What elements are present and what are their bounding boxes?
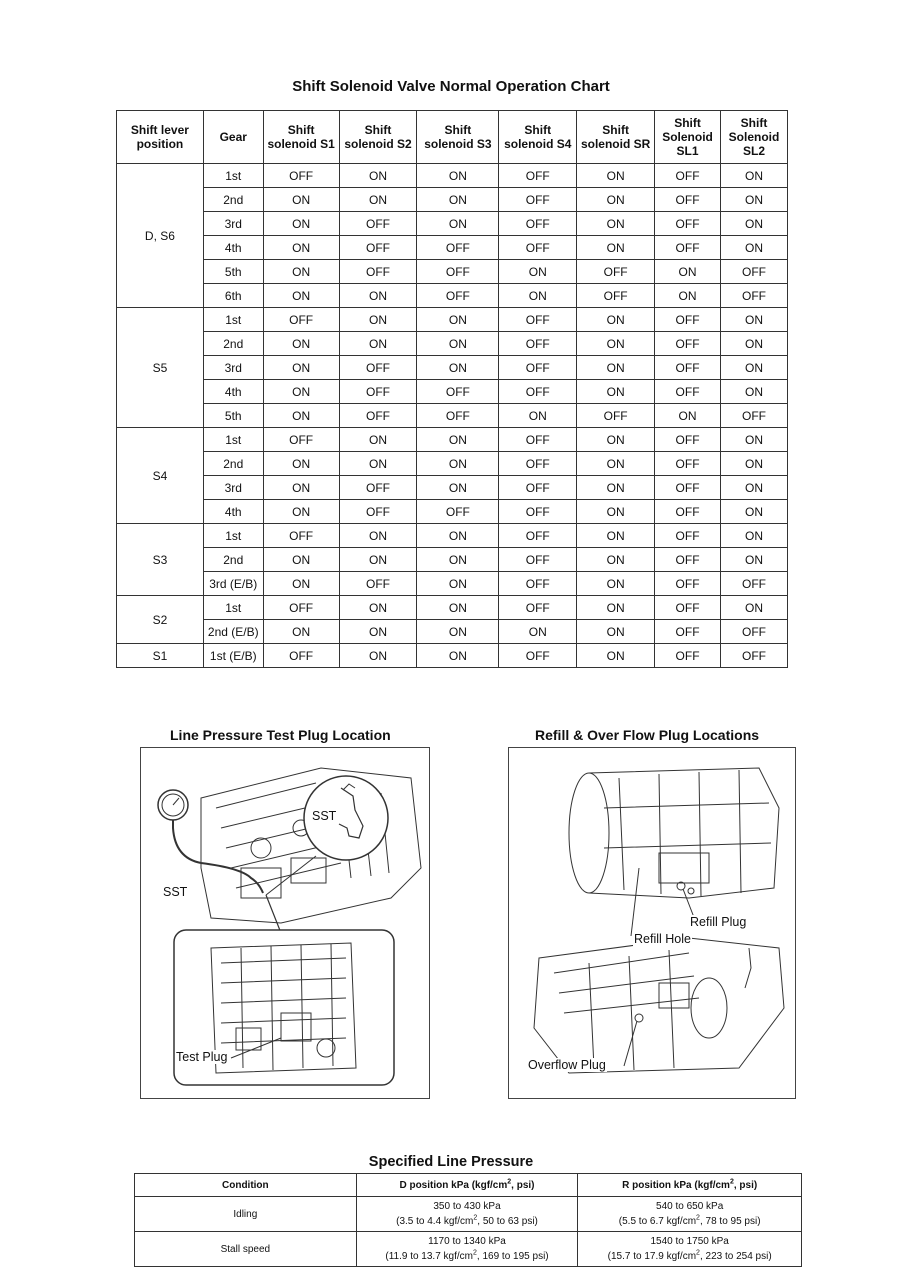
solenoid-state-cell: OFF — [499, 164, 577, 188]
solenoid-state-cell: ON — [577, 188, 655, 212]
solenoid-state-cell: ON — [339, 164, 417, 188]
solenoid-state-cell: OFF — [339, 356, 417, 380]
column-header: Shift lever position — [117, 111, 204, 164]
solenoid-state-cell: ON — [577, 548, 655, 572]
solenoid-state-cell: ON — [721, 212, 788, 236]
gear-cell: 1st (E/B) — [203, 644, 263, 668]
solenoid-state-cell: OFF — [721, 260, 788, 284]
table-row — [117, 332, 788, 356]
solenoid-state-cell: OFF — [499, 644, 577, 668]
shift-lever-position-cell: S3 — [117, 524, 204, 596]
refill-overflow-plug-figure — [508, 747, 796, 1099]
solenoid-state-cell: ON — [577, 332, 655, 356]
gear-cell: 5th — [203, 404, 263, 428]
table-row — [117, 260, 788, 284]
solenoid-state-cell: ON — [721, 428, 788, 452]
solenoid-state-cell: ON — [417, 428, 499, 452]
table-row — [117, 404, 788, 428]
table-row — [117, 308, 788, 332]
solenoid-state-cell: ON — [655, 284, 721, 308]
solenoid-state-cell: ON — [721, 332, 788, 356]
solenoid-state-cell: OFF — [655, 476, 721, 500]
pressure-header-row — [135, 1174, 802, 1197]
table-row — [117, 500, 788, 524]
solenoid-state-cell: ON — [721, 548, 788, 572]
solenoid-state-cell: ON — [263, 548, 339, 572]
solenoid-state-cell: OFF — [499, 524, 577, 548]
column-header: Shift solenoid S1 — [263, 111, 339, 164]
sst-left-label: SST — [163, 885, 188, 899]
solenoid-state-cell: ON — [721, 476, 788, 500]
solenoid-state-cell: OFF — [655, 380, 721, 404]
solenoid-state-cell: ON — [263, 500, 339, 524]
pressure-row-idling — [135, 1197, 802, 1232]
line-pressure-table — [134, 1173, 802, 1267]
d-position-cell: 1170 to 1340 kPa (11.9 to 13.7 kgf/$cm^2$, 169 to 195 psi) — [356, 1232, 578, 1267]
solenoid-state-cell: OFF — [655, 620, 721, 644]
shift-lever-position-cell: S4 — [117, 428, 204, 524]
solenoid-state-cell: OFF — [499, 452, 577, 476]
transmission-drawing-left — [141, 748, 429, 1098]
solenoid-state-cell: ON — [417, 356, 499, 380]
solenoid-state-cell: ON — [339, 308, 417, 332]
table-row — [117, 380, 788, 404]
solenoid-state-cell: ON — [339, 188, 417, 212]
gear-cell: 1st — [203, 524, 263, 548]
solenoid-state-cell: OFF — [655, 428, 721, 452]
table-row — [117, 452, 788, 476]
solenoid-state-cell: OFF — [655, 212, 721, 236]
line-pressure-title: Specified Line Pressure — [368, 1154, 534, 1170]
solenoid-state-cell: ON — [263, 620, 339, 644]
solenoid-state-cell: ON — [417, 476, 499, 500]
table-row — [117, 572, 788, 596]
gear-cell: 1st — [203, 596, 263, 620]
solenoid-state-cell: ON — [417, 524, 499, 548]
solenoid-state-cell: ON — [417, 332, 499, 356]
solenoid-state-cell: ON — [417, 644, 499, 668]
solenoid-state-cell: ON — [499, 284, 577, 308]
solenoid-state-cell: ON — [417, 188, 499, 212]
solenoid-state-cell: ON — [577, 644, 655, 668]
solenoid-state-cell: OFF — [721, 620, 788, 644]
solenoid-state-cell: OFF — [417, 500, 499, 524]
solenoid-state-cell: ON — [577, 164, 655, 188]
solenoid-state-cell: ON — [577, 212, 655, 236]
test-plug-label: Test Plug — [176, 1050, 228, 1064]
solenoid-state-cell: ON — [655, 404, 721, 428]
d-position-cell: 350 to 430 kPa (3.5 to 4.4 kgf/$cm^2$, 50 to 63 psi) — [356, 1197, 578, 1232]
solenoid-state-cell: OFF — [655, 164, 721, 188]
column-header: Gear — [203, 111, 263, 164]
solenoid-state-cell: ON — [339, 596, 417, 620]
table-row — [117, 620, 788, 644]
solenoid-state-cell: OFF — [499, 548, 577, 572]
pressure-row-stall-speed — [135, 1232, 802, 1267]
solenoid-state-cell: OFF — [339, 380, 417, 404]
solenoid-state-cell: OFF — [339, 260, 417, 284]
solenoid-state-cell: OFF — [721, 644, 788, 668]
gear-cell: 2nd — [203, 548, 263, 572]
solenoid-state-cell: OFF — [655, 524, 721, 548]
solenoid-state-cell: OFF — [577, 260, 655, 284]
solenoid-state-cell: ON — [263, 260, 339, 284]
solenoid-state-cell: OFF — [339, 212, 417, 236]
solenoid-state-cell: ON — [339, 428, 417, 452]
solenoid-state-cell: ON — [577, 500, 655, 524]
solenoid-state-cell: OFF — [263, 308, 339, 332]
table-header-row — [117, 111, 788, 164]
gear-cell: 3rd (E/B) — [203, 572, 263, 596]
solenoid-state-cell: OFF — [263, 596, 339, 620]
solenoid-state-cell: ON — [339, 620, 417, 644]
r-position-header: R position kPa ($kgf/cm^2$, psi) — [578, 1174, 802, 1197]
d-position-header: D position kPa ($kgf/cm^2$, psi) — [356, 1174, 578, 1197]
condition-header: Condition — [135, 1174, 357, 1197]
solenoid-state-cell: ON — [263, 452, 339, 476]
solenoid-state-cell: OFF — [499, 356, 577, 380]
solenoid-state-cell: ON — [417, 212, 499, 236]
solenoid-state-cell: ON — [577, 572, 655, 596]
transmission-drawing-right — [509, 748, 795, 1098]
solenoid-state-cell: ON — [577, 452, 655, 476]
solenoid-state-cell: ON — [577, 236, 655, 260]
solenoid-state-cell: ON — [263, 188, 339, 212]
solenoid-state-cell: ON — [417, 452, 499, 476]
overflow-plug-label: Overflow Plug — [528, 1058, 606, 1072]
table-row — [117, 212, 788, 236]
solenoid-state-cell: ON — [721, 596, 788, 620]
table-row — [117, 644, 788, 668]
refill-hole-label: Refill Hole — [634, 932, 691, 946]
solenoid-state-cell: ON — [577, 356, 655, 380]
column-header: Shift Solenoid SL2 — [721, 111, 788, 164]
solenoid-state-cell: ON — [721, 524, 788, 548]
solenoid-state-cell: OFF — [499, 380, 577, 404]
solenoid-state-cell: ON — [721, 452, 788, 476]
condition-cell: Idling — [135, 1197, 357, 1232]
solenoid-state-cell: ON — [263, 212, 339, 236]
table-row — [117, 524, 788, 548]
table-row — [117, 548, 788, 572]
shift-solenoid-table — [116, 110, 788, 668]
gear-cell: 1st — [203, 164, 263, 188]
solenoid-state-cell: OFF — [655, 236, 721, 260]
solenoid-state-cell: ON — [577, 308, 655, 332]
shift-lever-position-cell: S2 — [117, 596, 204, 644]
gear-cell: 2nd (E/B) — [203, 620, 263, 644]
solenoid-state-cell: OFF — [655, 356, 721, 380]
solenoid-state-cell: OFF — [655, 332, 721, 356]
gear-cell: 3rd — [203, 476, 263, 500]
column-header: Shift solenoid SR — [577, 111, 655, 164]
column-header: Shift solenoid S4 — [499, 111, 577, 164]
solenoid-state-cell: OFF — [499, 332, 577, 356]
solenoid-state-cell: OFF — [417, 260, 499, 284]
solenoid-state-cell: ON — [339, 524, 417, 548]
solenoid-state-cell: OFF — [721, 284, 788, 308]
solenoid-state-cell: OFF — [499, 596, 577, 620]
solenoid-state-cell: ON — [263, 356, 339, 380]
solenoid-state-cell: OFF — [655, 452, 721, 476]
solenoid-state-cell: OFF — [263, 524, 339, 548]
solenoid-state-cell: OFF — [721, 572, 788, 596]
solenoid-state-cell: OFF — [655, 188, 721, 212]
solenoid-state-cell: OFF — [339, 404, 417, 428]
solenoid-state-cell: ON — [721, 380, 788, 404]
gear-cell: 5th — [203, 260, 263, 284]
solenoid-state-cell: OFF — [655, 548, 721, 572]
solenoid-state-cell: ON — [339, 548, 417, 572]
solenoid-state-cell: ON — [417, 596, 499, 620]
solenoid-state-cell: ON — [577, 476, 655, 500]
line-pressure-test-plug-figure — [140, 747, 430, 1099]
solenoid-state-cell: ON — [721, 164, 788, 188]
table-row — [117, 596, 788, 620]
gear-cell: 3rd — [203, 212, 263, 236]
solenoid-state-cell: ON — [263, 404, 339, 428]
solenoid-state-cell: OFF — [499, 236, 577, 260]
solenoid-state-cell: ON — [339, 284, 417, 308]
column-header: Shift solenoid S3 — [417, 111, 499, 164]
solenoid-state-cell: OFF — [721, 404, 788, 428]
solenoid-state-cell: OFF — [417, 404, 499, 428]
solenoid-state-cell: ON — [339, 332, 417, 356]
gear-cell: 1st — [203, 428, 263, 452]
solenoid-state-cell: ON — [417, 164, 499, 188]
sst-top-label: SST — [312, 809, 337, 823]
gear-cell: 4th — [203, 380, 263, 404]
solenoid-state-cell: OFF — [499, 572, 577, 596]
gear-cell: 2nd — [203, 452, 263, 476]
solenoid-state-cell: ON — [577, 380, 655, 404]
solenoid-state-cell: ON — [499, 260, 577, 284]
solenoid-state-cell: ON — [263, 284, 339, 308]
gear-cell: 3rd — [203, 356, 263, 380]
r-position-cell: 1540 to 1750 kPa (15.7 to 17.9 kgf/$cm^2$, 223 to 254 psi) — [578, 1232, 802, 1267]
solenoid-state-cell: ON — [263, 572, 339, 596]
solenoid-state-cell: OFF — [499, 212, 577, 236]
solenoid-state-cell: ON — [263, 476, 339, 500]
table-row — [117, 164, 788, 188]
shift-chart-title: Shift Solenoid Valve Normal Operation Chart — [292, 78, 610, 95]
table-row — [117, 236, 788, 260]
solenoid-state-cell: ON — [263, 380, 339, 404]
table-row — [117, 476, 788, 500]
line-pressure-figure-title: Line Pressure Test Plug Location — [170, 727, 391, 743]
solenoid-state-cell: OFF — [339, 236, 417, 260]
solenoid-state-cell: OFF — [417, 236, 499, 260]
solenoid-state-cell: ON — [577, 596, 655, 620]
solenoid-state-cell: OFF — [655, 644, 721, 668]
gear-cell: 2nd — [203, 332, 263, 356]
column-header: Shift solenoid S2 — [339, 111, 417, 164]
solenoid-state-cell: OFF — [655, 572, 721, 596]
solenoid-state-cell: ON — [721, 236, 788, 260]
column-header: Shift Solenoid SL1 — [655, 111, 721, 164]
shift-lever-position-cell: D, S6 — [117, 164, 204, 308]
solenoid-state-cell: ON — [263, 236, 339, 260]
solenoid-state-cell: ON — [417, 572, 499, 596]
shift-lever-position-cell: S5 — [117, 308, 204, 428]
solenoid-state-cell: ON — [577, 524, 655, 548]
solenoid-state-cell: OFF — [499, 188, 577, 212]
solenoid-state-cell: OFF — [339, 572, 417, 596]
shift-lever-position-cell: S1 — [117, 644, 204, 668]
solenoid-state-cell: OFF — [499, 308, 577, 332]
gear-cell: 4th — [203, 500, 263, 524]
gear-cell: 2nd — [203, 188, 263, 212]
solenoid-state-cell: OFF — [339, 476, 417, 500]
solenoid-state-cell: ON — [499, 404, 577, 428]
solenoid-state-cell: ON — [721, 500, 788, 524]
solenoid-state-cell: OFF — [499, 500, 577, 524]
solenoid-state-cell: OFF — [655, 308, 721, 332]
solenoid-state-cell: ON — [577, 620, 655, 644]
gear-cell: 1st — [203, 308, 263, 332]
solenoid-state-cell: OFF — [263, 164, 339, 188]
solenoid-state-cell: OFF — [655, 500, 721, 524]
solenoid-state-cell: OFF — [577, 404, 655, 428]
solenoid-state-cell: OFF — [499, 476, 577, 500]
solenoid-state-cell: ON — [721, 356, 788, 380]
solenoid-state-cell: OFF — [499, 428, 577, 452]
solenoid-state-cell: OFF — [577, 284, 655, 308]
condition-cell: Stall speed — [135, 1232, 357, 1267]
solenoid-state-cell: ON — [721, 188, 788, 212]
solenoid-state-cell: OFF — [263, 644, 339, 668]
solenoid-state-cell: ON — [577, 428, 655, 452]
solenoid-state-cell: ON — [655, 260, 721, 284]
solenoid-state-cell: ON — [499, 620, 577, 644]
gear-cell: 4th — [203, 236, 263, 260]
refill-overflow-figure-title: Refill & Over Flow Plug Locations — [535, 727, 760, 743]
r-position-cell: 540 to 650 kPa (5.5 to 6.7 kgf/$cm^2$, 78 to 95 psi) — [578, 1197, 802, 1232]
table-row — [117, 356, 788, 380]
solenoid-state-cell: OFF — [655, 596, 721, 620]
solenoid-state-cell: OFF — [339, 500, 417, 524]
refill-plug-label: Refill Plug — [690, 915, 747, 929]
solenoid-state-cell: ON — [721, 308, 788, 332]
table-row — [117, 428, 788, 452]
solenoid-state-cell: ON — [339, 452, 417, 476]
table-row — [117, 188, 788, 212]
table-row — [117, 284, 788, 308]
solenoid-state-cell: ON — [417, 548, 499, 572]
solenoid-state-cell: ON — [417, 308, 499, 332]
gear-cell: 6th — [203, 284, 263, 308]
solenoid-state-cell: ON — [339, 644, 417, 668]
solenoid-state-cell: ON — [417, 620, 499, 644]
solenoid-state-cell: ON — [263, 332, 339, 356]
solenoid-state-cell: OFF — [263, 428, 339, 452]
solenoid-state-cell: OFF — [417, 284, 499, 308]
solenoid-state-cell: OFF — [417, 380, 499, 404]
